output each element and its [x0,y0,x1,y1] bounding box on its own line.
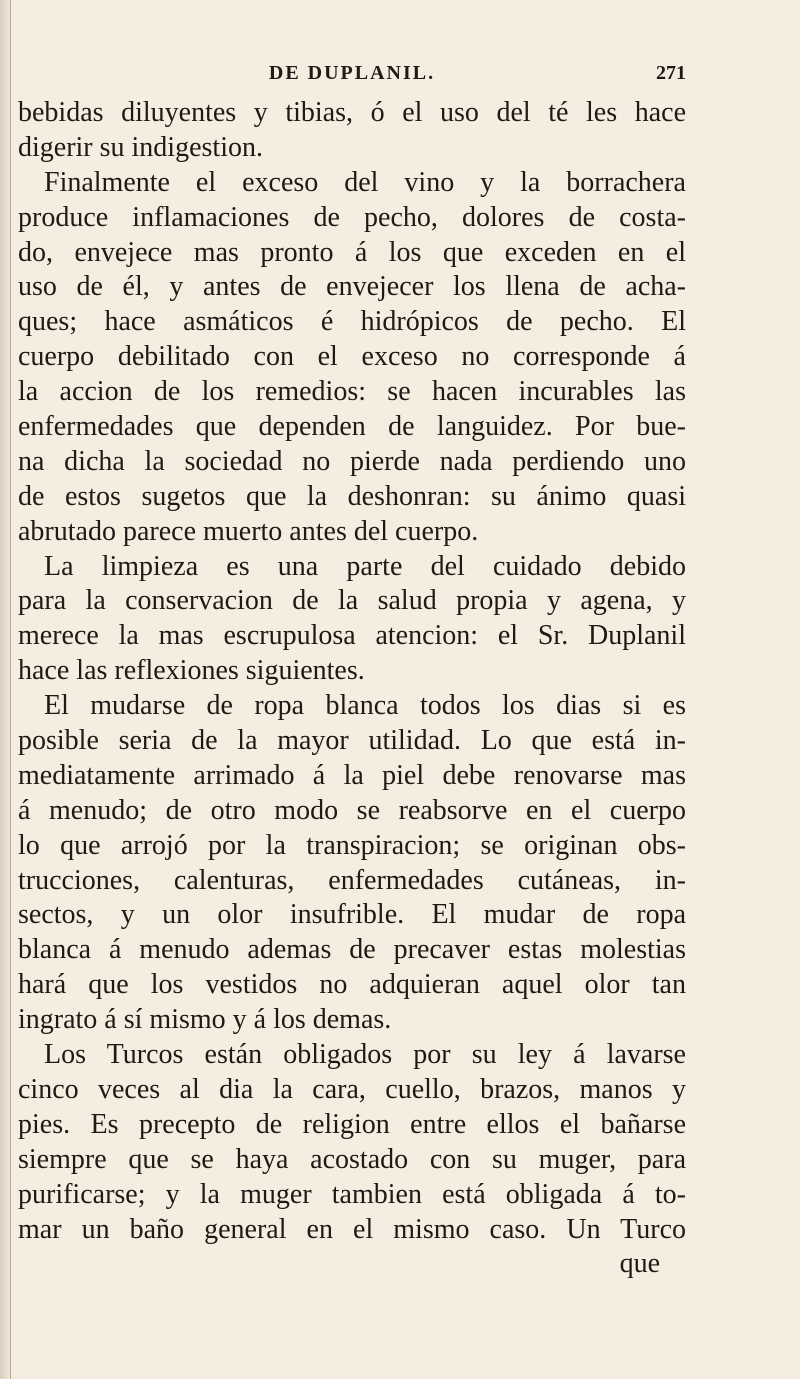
text-line: do, envejece mas pronto á los que exceden en el [18,236,686,268]
text-line: pies. Es precepto de religion entre ellos el bañarse [18,1108,686,1140]
running-title: DE DUPLANIL. [268,62,436,84]
text-line: cuerpo debilitado con el exceso no corresponde á [18,341,686,373]
page-text [18,56,686,1282]
text-line: na dicha la sociedad no pierde nada perdiendo uno [18,445,686,477]
text-line: mediatamente arrimado á la piel debe renovarse mas [18,759,686,791]
text-line: siempre que se haya acostado con su muger, para [18,1143,686,1175]
page-edge [0,0,10,1379]
text-line: sectos, y un olor insufrible. El mudar de ropa [18,899,686,931]
text-line: blanca á menudo ademas de precaver estas molestias [18,934,686,966]
text-line: mar un baño general en el mismo caso. Un Turco [18,1213,686,1245]
text-line: merece la mas escrupulosa atencion: el Sr. Duplanil [18,620,686,652]
text-line: la accion de los remedios: se hacen incurables las [18,376,686,408]
text-line: produce inflamaciones de pecho, dolores de costa- [18,201,686,233]
text-line: ingrato á sí mismo y á los demas. [18,1004,392,1036]
text-line: enfermedades que dependen de languidez. Por bue- [18,411,686,443]
text-line: trucciones, calenturas, enfermedades cutáneas, in- [18,864,686,896]
text-line: lo que arrojó por la transpiracion; se originan obs- [18,829,686,861]
text-line: posible seria de la mayor utilidad. Lo que está in- [18,725,686,757]
text-line: abrutado parece muerto antes del cuerpo. [18,515,479,547]
catchword: que [619,1248,660,1280]
text-line: para la conservacion de la salud propia y agena, y [18,585,686,617]
binding-line [10,0,11,1379]
text-line: hará que los vestidos no adquieran aquel olor tan [18,969,686,1001]
text-line: ques; hace asmáticos é hidrópicos de pecho. El [18,306,686,338]
text-line: de estos sugetos que la deshonran: su ánimo quasi [18,480,686,512]
page-number: 271 [656,62,686,84]
text-line: Finalmente el exceso del vino y la borrachera [44,166,686,198]
text-line: El mudarse de ropa blanca todos los dias si es [44,690,686,722]
text-line: digerir su indigestion. [18,131,263,163]
text-line: á menudo; de otro modo se reabsorve en el cuerpo [18,794,686,826]
text-line: hace las reflexiones siguientes. [18,655,365,687]
running-head [18,56,686,92]
text-line: Los Turcos están obligados por su ley á lavarse [44,1039,686,1071]
text-line: La limpieza es una parte del cuidado debido [44,550,686,582]
text-line: uso de él, y antes de envejecer los llena de acha- [18,271,686,303]
text-line: cinco veces al dia la cara, cuello, brazos, manos y [18,1073,686,1105]
text-line: bebidas diluyentes y tibias, ó el uso del té les hace [18,97,686,128]
text-line: purificarse; y la muger tambien está obligada á to- [18,1178,686,1210]
